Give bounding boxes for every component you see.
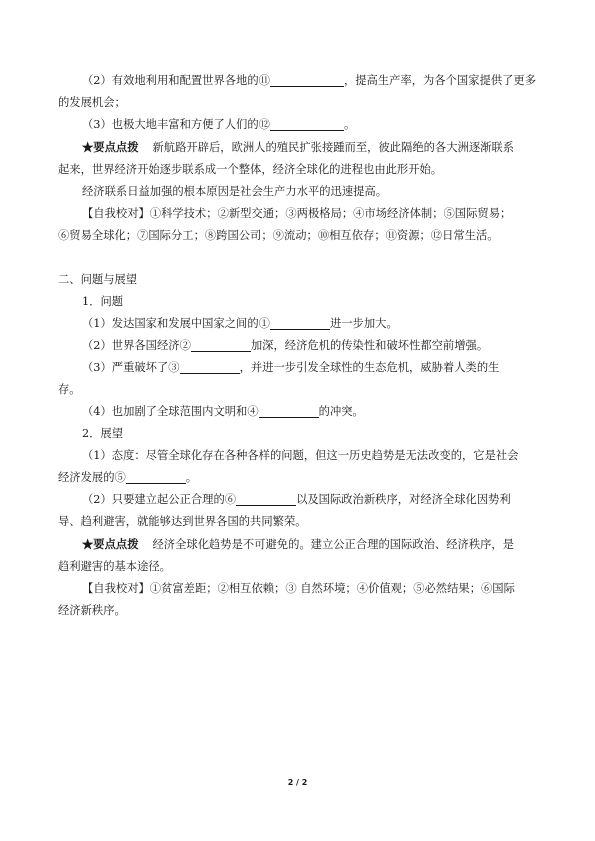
outlook-1-line-1 [58,445,540,467]
item-2-text-cont: ，提高生产率，为各个国家提供了更多 [343,74,537,87]
problem-1 [58,313,540,335]
item-3-text-end: 。 [343,118,356,131]
problem-4-text-end: 的冲突。 [318,405,364,418]
document-body [58,70,540,622]
problem-3-text-cont: ，并进一步引发全球性的生态危机，威胁着人类的生 [239,361,500,374]
item-2-line-2 [58,92,540,114]
tip-text-cont: 起来，世界经济开始逐步联系成一个整体，经济全球化的进程也由此形开始。 [58,163,443,176]
tip-2-line-1 [58,533,540,556]
outlook-2-line-2 [58,511,540,533]
problem-2-text: （2）世界各国经济② [82,339,191,352]
outlook-1-text: （1）态度：尽管全球化存在各种各样的问题，但这一历史趋势是无法改变的，它是社会 [82,449,519,462]
problem-3-line-1 [58,357,540,379]
problem-1-text-end: 进一步加大。 [329,317,398,330]
outlook-2-text: （2）只要建立起公正合理的⑥ [82,493,237,506]
tip-text-cont: 趋利避害的基本途径。 [58,560,171,573]
outlook-1-text-end: 。 [185,471,198,484]
self-check-text: 【自我校对】①贫富差距；②相互依赖；③ 自然环境；④价值观；⑤必然结果；⑥国际 [82,582,515,595]
subheading-text: 2．展望 [82,427,124,440]
tip-1-line-1 [58,136,540,159]
outlook-1-text-cont: 经济发展的⑤ [58,471,126,484]
tip-2-line-2 [58,556,540,578]
blank-2[interactable] [191,337,251,352]
self-check-2-line-1 [58,578,540,600]
item-3-line [58,114,540,136]
blank-11[interactable] [270,72,344,87]
section-heading [58,269,540,291]
problem-3-text-end: 存。 [58,383,81,396]
problem-2-text-end: 加深，经济危机的传染性和破坏性都空前增强。 [250,339,489,352]
subheading-problems [58,291,540,313]
self-check-1-line-1 [58,203,540,225]
tip-1-line-3 [58,181,540,203]
problem-4 [58,401,540,423]
blank-1[interactable] [270,315,330,330]
item-3-text: （3）也极大地丰富和方便了人们的⑫ [82,118,270,131]
problem-1-text: （1）发达国家和发展中国家之间的① [82,317,270,330]
blank-4[interactable] [259,403,319,418]
self-check-text: 【自我校对】①科学技术；②新型交通；③两极格局；④市场经济体制；⑤国际贸易； [82,207,512,220]
blank-3[interactable] [180,359,240,374]
outlook-2-text-end: 导、趋利避害，就能够达到世界各国的共同繁荣。 [58,515,307,528]
item-2-text-end: 的发展机会； [58,96,126,109]
blank-5[interactable] [126,469,186,484]
tip-1-line-2 [58,159,540,181]
self-check-1-line-2 [58,225,540,247]
subheading-text: 1．问题 [82,295,124,308]
problem-2 [58,335,540,357]
tip-label: ★要点点拨 [82,140,139,154]
problem-3-line-2 [58,379,540,401]
self-check-text-cont: 经济新秩序。 [58,604,126,617]
subheading-outlook [58,423,540,445]
item-2-text: （2）有效地利用和配置世界各地的⑪ [82,74,270,87]
page-number: 2 / 2 [287,778,308,787]
item-2-line-1 [58,70,540,92]
tip-text-summary: 经济联系日益加强的根本原因是社会生产力水平的迅速提高。 [82,185,388,198]
outlook-2-text-cont: 以及国际政治新秩序，对经济全球化因势利 [296,493,511,506]
outlook-2-line-1 [58,489,540,511]
self-check-text-cont: ⑥贸易全球化；⑦国际分工；⑧跨国公司；⑨流动；⑩相互依存；⑪资源；⑫日常生活。 [58,229,499,242]
section-title: 二、问题与展望 [58,273,138,286]
problem-3-text: （3）严重破坏了③ [82,361,180,374]
outlook-1-line-2 [58,467,540,489]
blank-12[interactable] [270,116,344,131]
tip-text: 经济全球化趋势是不可避免的。建立公正合理的国际政治、经济秩序，是 [152,538,515,551]
problem-4-text: （4）也加剧了全球范围内文明和④ [82,405,259,418]
self-check-2-line-2 [58,600,540,622]
blank-6[interactable] [236,491,296,506]
tip-label: ★要点点拨 [82,537,139,551]
tip-text: 新航路开辟后，欧洲人的殖民扩张接踵而至，彼此隔绝的各大洲逐渐联系 [152,141,515,154]
